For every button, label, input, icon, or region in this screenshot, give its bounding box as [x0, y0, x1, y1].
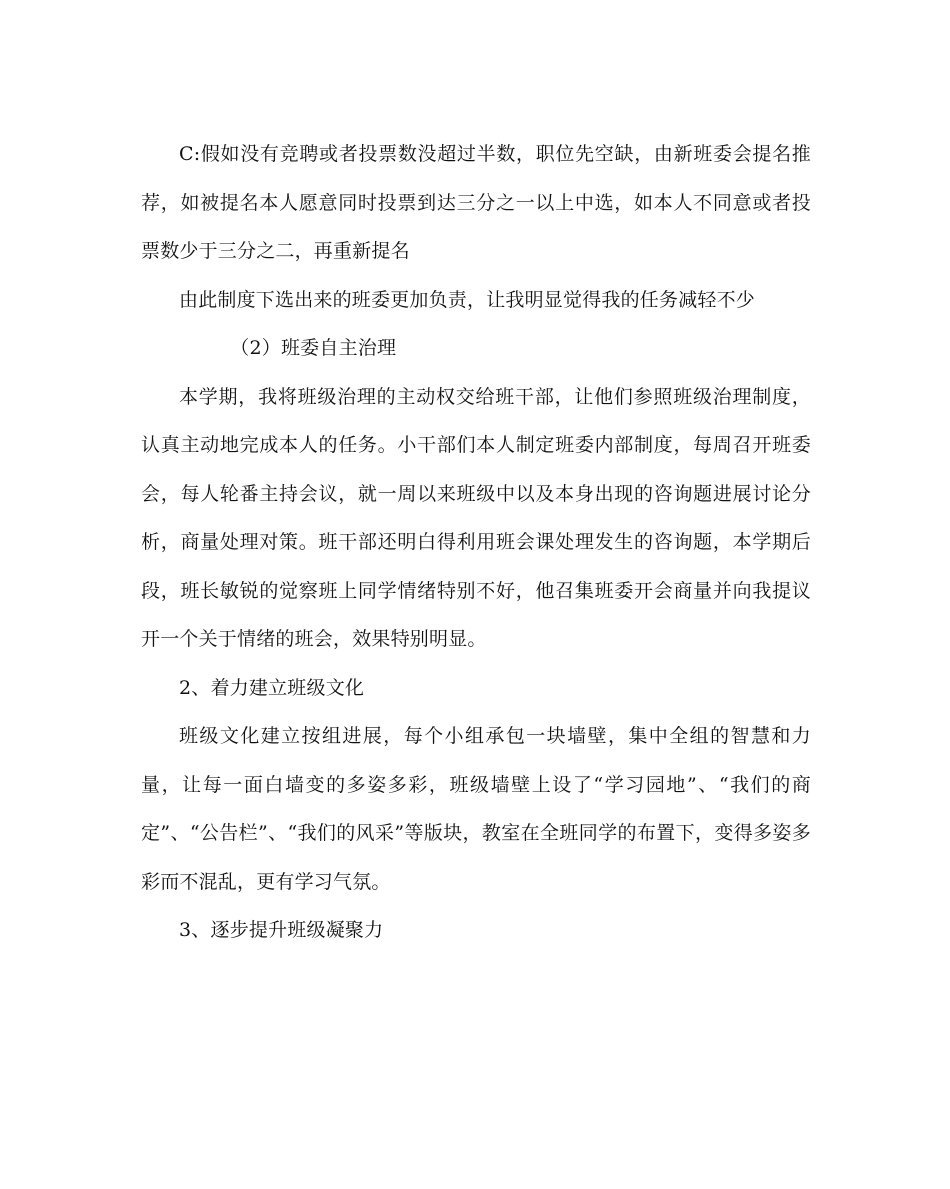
paragraph-election-result: 由此制度下选出来的班委更加负责，让我明显觉得我的任务减轻不少 [179, 288, 756, 311]
section-heading-cohesion: 3、逐步提升班级凝聚力 [179, 919, 384, 941]
document-body [141, 130, 811, 955]
section-heading-class-culture: 2、着力建立班级文化 [179, 676, 365, 699]
section-heading-self-governance: （2）班委自主治理 [230, 337, 397, 359]
paragraph-election-rule-c: C:假如没有竞聘或者投票数没超过半数，职位先空缺，由新班委会提名推荐，如被提名本人愿意同时投票到达三分之一以上中选，如本人不同意或者投票数少于三分之二，再重新提名 [141, 143, 811, 262]
paragraph-self-governance: 本学期，我将班级治理的主动权交给班干部，让他们参照班级治理制度，认真主动地完成本人的任务。小干部们本人制定班委内部制度，每周召开班委会，每人轮番主持会议，就一周以来班级中以及本身出现的咨询题进展讨论分析，商量处理对策。班干部还明白得利用班会课处理发生的咨询题，本学期后段，班长敏锐的觉察班上同学情绪特别不好，他召集班委开会商量并向我提议开一个关于情绪的班会，效果特别明显。 [141, 385, 811, 650]
paragraph-class-culture: 班级文化建立按组进展，每个小组承包一块墙壁，集中全组的智慧和力量，让每一面白墙变的多姿多彩，班级墙壁上设了“学习园地”、“我们的商定”、“公告栏”、“我们的风采”等版块，教室在全班同学的布置下，变得多姿多彩而不混乱，更有学习气氛。 [141, 725, 811, 893]
